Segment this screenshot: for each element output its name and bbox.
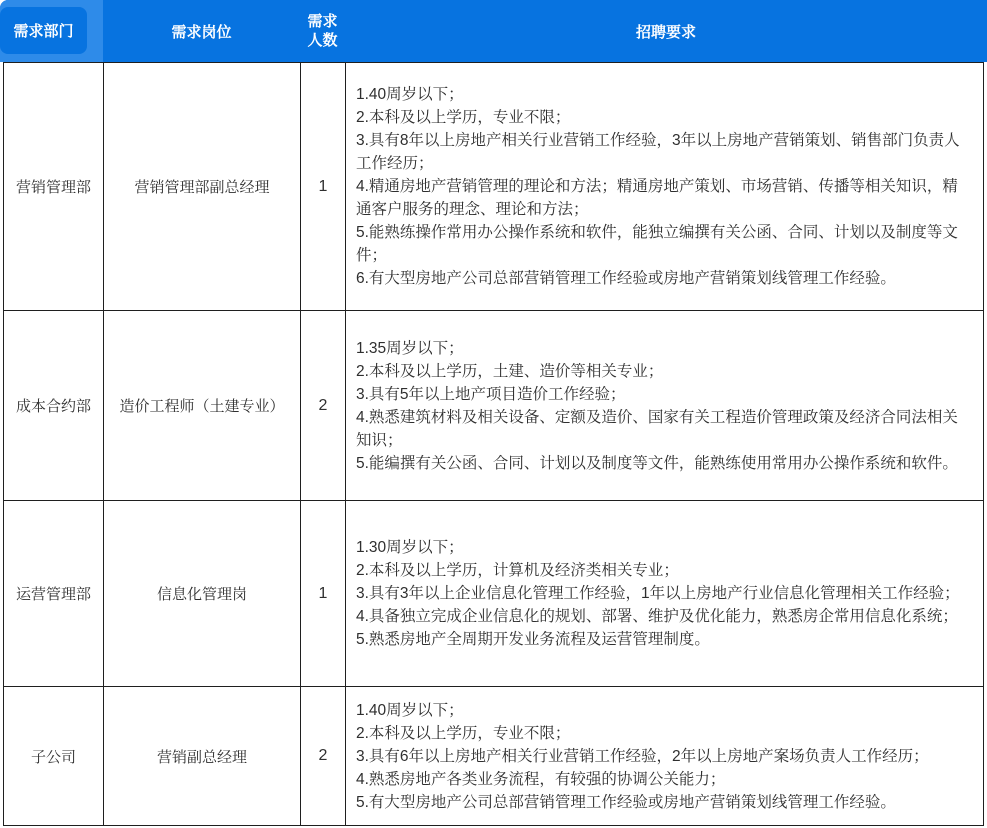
requirement-item: 1.35周岁以下；	[356, 339, 464, 357]
requirements-cell	[346, 63, 984, 311]
requirement-item: 3.具有3年以上企业信息化管理工作经验，1年以上房地产行业信息化管理相关工作经验；	[356, 585, 960, 602]
requirements-cell	[346, 311, 984, 501]
department-cell: 营销管理部	[4, 63, 104, 311]
requirement-item: 4.精通房地产营销管理的理论和方法；精通房地产策划、市场营销、传播等相关知识，精通客户服务的理念、理论和方法；	[356, 178, 958, 218]
job-row-subsidiary-marketing-gm	[4, 687, 984, 826]
headcount-cell: 1	[301, 501, 346, 687]
requirements-cell	[346, 687, 984, 826]
headcount-cell: 2	[301, 687, 346, 826]
header-department-tile	[0, 7, 87, 54]
recruitment-table-body	[3, 62, 984, 826]
department-cell: 运营管理部	[4, 501, 104, 687]
department-cell: 子公司	[4, 687, 104, 826]
requirement-item: 5.能编撰有关公函、合同、计划以及制度等文件，能熟练使用常用办公操作系统和软件。	[356, 454, 958, 472]
requirement-item: 4.具备独立完成企业信息化的规划、部署、维护及优化能力，熟悉房企常用信息化系统；	[356, 608, 958, 625]
headcount-cell: 1	[301, 63, 346, 311]
headcount-cell: 2	[301, 311, 346, 501]
requirement-item: 2.本科及以上学历，专业不限；	[356, 109, 571, 126]
position-cell: 营销副总经理	[104, 687, 301, 826]
requirement-item: 1.40周岁以下；	[356, 86, 464, 103]
header-label-headcount: 需求人数	[307, 13, 338, 49]
requirement-item: 5.能熟练操作常用办公操作系统和软件，能独立编撰有关公函、合同、计划以及制度等文件；	[356, 224, 958, 264]
header-label-requirements: 招聘要求	[635, 23, 696, 41]
position-cell: 信息化管理岗	[104, 501, 301, 687]
requirement-item: 5.有大型房地产公司总部营销管理工作经验或房地产营销策划线管理工作经验。	[356, 793, 896, 811]
header-cell-requirements	[345, 0, 987, 62]
requirement-item: 3.具有8年以上房地产相关行业营销工作经验，3年以上房地产营销策划、销售部门负责人工作经历；	[356, 132, 960, 172]
requirement-item: 5.熟悉房地产全周期开发业务流程及运营管理制度。	[356, 631, 710, 648]
requirement-item: 2.本科及以上学历，专业不限；	[356, 724, 571, 742]
table-header-row	[0, 0, 987, 62]
position-cell: 营销管理部副总经理	[104, 63, 301, 311]
requirement-item: 1.30周岁以下；	[356, 539, 464, 556]
header-cell-department	[0, 0, 103, 62]
requirements-cell	[346, 501, 984, 687]
requirement-item: 2.本科及以上学历，土建、造价等相关专业；	[356, 362, 664, 380]
requirement-item: 4.熟悉房地产各类业务流程，有较强的协调公关能力；	[356, 770, 726, 788]
requirement-item: 4.熟悉建筑材料及相关设备、定额及造价、国家有关工程造价管理政策及经济合同法相关知识；	[356, 408, 958, 449]
requirement-item: 1.40周岁以下；	[356, 701, 464, 719]
requirement-item: 3.具有5年以上地产项目造价工作经验；	[356, 385, 626, 403]
job-row-it-management	[4, 501, 984, 687]
header-label-position: 需求岗位	[171, 23, 232, 41]
header-cell-position	[103, 0, 300, 62]
requirement-item: 3.具有6年以上房地产相关行业营销工作经验，2年以上房地产案场负责人工作经历；	[356, 747, 929, 765]
job-row-cost-engineer	[4, 311, 984, 501]
header-cell-headcount	[300, 0, 345, 62]
position-cell: 造价工程师（土建专业）	[104, 311, 301, 501]
department-cell: 成本合约部	[4, 311, 104, 501]
requirement-item: 6.有大型房地产公司总部营销管理工作经验或房地产营销策划线管理工作经验。	[356, 270, 896, 287]
header-label-department: 需求部门	[13, 23, 74, 40]
requirement-item: 2.本科及以上学历，计算机及经济类相关专业；	[356, 562, 679, 579]
job-row-marketing-deputy-gm	[4, 63, 984, 311]
